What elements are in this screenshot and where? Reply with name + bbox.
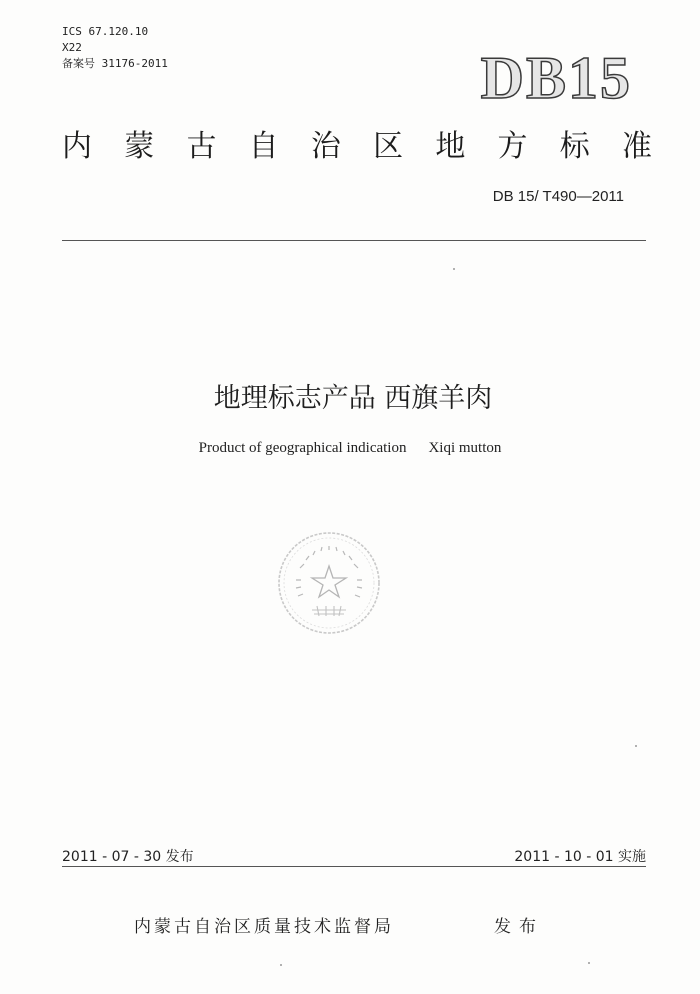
title-char: 古: [186, 129, 217, 164]
scan-speck: [280, 964, 282, 966]
document-title-english: [0, 440, 700, 457]
bottom-divider: [62, 866, 646, 867]
db15-logo: DB15: [480, 45, 632, 111]
title-char: 标: [559, 129, 590, 164]
scan-speck: [635, 745, 637, 747]
title-char: 蒙: [124, 129, 155, 164]
ics-code: ICS 67.120.10: [62, 25, 149, 38]
document-title-chinese: 地理标志产品 西旗羊肉: [213, 383, 493, 414]
issue-date: 2011 - 07 - 30 发布: [62, 849, 194, 865]
record-number: 备案号 31176-2011: [62, 57, 168, 70]
effective-date: 2011 - 10 - 01 实施: [514, 849, 646, 865]
title-char: 自: [248, 129, 279, 164]
english-title-part: Xiqi mutton: [428, 440, 502, 456]
title-char: 准: [621, 129, 652, 164]
ccs-code: X22: [62, 41, 82, 54]
standard-number: DB 15/ T490—2011: [492, 188, 624, 205]
standard-type-title: [62, 130, 652, 164]
scan-speck: [453, 268, 455, 270]
title-char: 区: [373, 129, 404, 164]
issuing-authority: 内蒙古自治区质量技术监督局: [134, 917, 394, 937]
classification-block: [62, 24, 168, 72]
top-divider: [62, 240, 646, 241]
title-char: 治: [310, 129, 341, 164]
title-char: 内: [62, 129, 92, 164]
title-char: 地: [435, 129, 466, 164]
issue-label: 发布: [494, 917, 544, 937]
official-seal-stamp: [276, 530, 382, 636]
scan-speck: [588, 962, 590, 964]
english-title-part: Product of geographical indication: [198, 440, 407, 456]
title-char: 方: [497, 129, 528, 164]
